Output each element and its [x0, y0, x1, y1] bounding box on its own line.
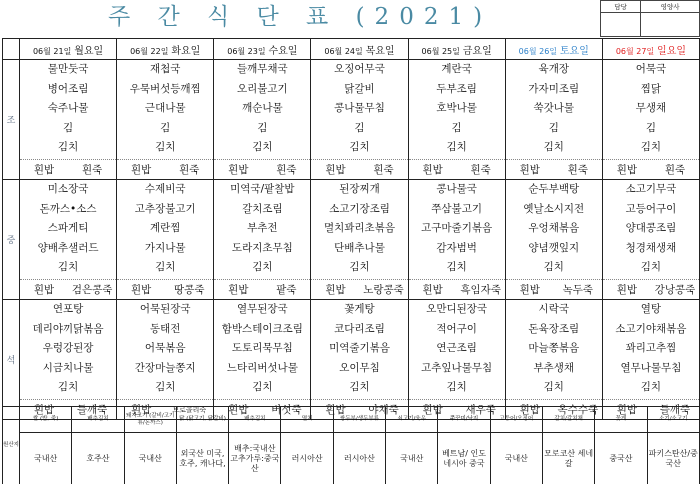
dish-item: 단배추나물: [334, 241, 385, 254]
dish-item: 적어구이: [436, 322, 477, 335]
dish-item: 김: [160, 121, 171, 134]
dish-item: 무생채: [635, 102, 667, 115]
porridge-item: 녹두죽: [562, 284, 594, 296]
rice-item: 흰밥: [33, 284, 55, 296]
day-header-sun: 06월 27일 일요일: [602, 39, 699, 60]
dish-item: 꽃게탕: [344, 303, 375, 315]
dish-item: 두부조림: [436, 82, 477, 95]
origin-value: 모로코산 세네갈: [542, 433, 594, 484]
origin-value: 외국산 미국,호주, 캐나다,: [176, 433, 228, 484]
dish-item: 꽈리고추찜: [625, 342, 677, 355]
dish-item: 고구마줄기볶음: [421, 222, 493, 235]
dish-item: 김치: [57, 141, 79, 154]
dish-item: 양념깻잎지: [528, 241, 580, 254]
menu-cell: [602, 300, 699, 420]
day-header-fri: 06월 25일 금요일: [408, 39, 505, 60]
dish-item: 어묵국: [635, 63, 667, 75]
dish-item: 김치: [640, 261, 662, 274]
meal-row-dinner: [3, 300, 700, 420]
menu-cell: [311, 180, 408, 300]
dish-item: 김치: [155, 381, 176, 394]
origin-value: 중국산: [595, 433, 647, 484]
menu-cell: [214, 60, 311, 180]
origin-value: 베트남/ 인도네시아 중국: [438, 433, 490, 484]
origin-values-row: [3, 433, 700, 484]
origin-item: 배추김치: [229, 407, 281, 433]
dish-item: 간장마늘쫑지: [134, 361, 196, 374]
rice-item: 흰밥: [33, 164, 55, 176]
rice-item: 흰밥: [519, 164, 540, 176]
rice-item: 흰밥: [422, 404, 443, 416]
menu-cell: [602, 60, 699, 180]
origin-item: 배추김치: [72, 407, 124, 433]
dish-item: 가지나물: [144, 241, 186, 254]
dish-item: 어묵된장국: [139, 303, 191, 315]
dish-item: 고등어구이: [625, 202, 677, 215]
porridge-item: 새우죽: [465, 404, 496, 416]
dish-item: 김치: [640, 141, 662, 154]
dish-item: 오징어무국: [334, 63, 385, 75]
dish-item: 김치: [155, 261, 176, 274]
approval-label-nutritionist: 영양사: [641, 1, 700, 13]
dish-item: 깨순나물: [242, 102, 283, 115]
corner-cell: [3, 39, 20, 60]
dish-item: 김: [354, 121, 365, 134]
origin-item: 멸치: [281, 407, 333, 433]
dish-item: 부추전: [247, 222, 278, 235]
dish-item: 김: [62, 121, 74, 134]
rice-item: 흰밥: [325, 164, 346, 176]
dish-item: 연근조림: [436, 342, 477, 355]
dish-item: 오이무침: [339, 361, 380, 374]
porridge-item: 팥죽: [276, 284, 297, 296]
day-header-wed: 06월 23일 수요일: [214, 39, 311, 60]
dish-item: 감자범벅: [436, 241, 477, 254]
porridge-item: 흰죽: [179, 164, 200, 176]
dish-item: 김치: [446, 261, 467, 274]
dish-item: 들깨무채국: [236, 63, 288, 75]
rice-item: 흰밥: [228, 284, 249, 296]
origin-item: 꽃게: [595, 407, 647, 433]
menu-table: [2, 38, 700, 420]
dish-item: 김치: [349, 261, 370, 274]
dish-item: 느타리버섯나물: [226, 361, 298, 374]
dish-item: 김: [548, 121, 559, 134]
dish-item: 코다리조림: [334, 322, 385, 335]
menu-cell: [117, 180, 214, 300]
menu-cell: [408, 180, 505, 300]
dish-item: 숙주나물: [47, 102, 89, 115]
meal-label: 조: [3, 60, 20, 180]
dish-item: 병어조림: [47, 82, 89, 95]
menu-cell: [20, 300, 117, 420]
menu-cell: [214, 300, 311, 420]
dish-item: 갈치조림: [242, 202, 283, 215]
dish-item: 콩나물무침: [334, 102, 385, 115]
dish-item: 양대콩조림: [625, 222, 677, 235]
dish-item: 우묵버섯등깨찜: [129, 82, 201, 95]
meal-label: 중: [3, 180, 20, 300]
menu-cell: [505, 300, 602, 420]
menu-cell: [117, 60, 214, 180]
dish-item: 옛날소시지전: [523, 202, 585, 215]
porridge-item: 야채죽: [368, 404, 399, 416]
porridge-item: 흰죽: [81, 164, 103, 176]
dish-item: 동태전: [149, 322, 181, 335]
dish-item: 멸치꽈리초볶음: [323, 222, 395, 235]
porridge-item: 흰죽: [276, 164, 297, 176]
dish-item: 시금치나물: [42, 361, 94, 374]
dish-item: 김치: [640, 381, 662, 394]
origin-item: 소기/소고기: [647, 407, 699, 433]
day-header-tue: 06월 22일 화요일: [117, 39, 214, 60]
menu-cell: [311, 300, 408, 420]
dish-item: 양배추샐러드: [37, 241, 99, 254]
dish-item: 열탕: [640, 303, 662, 315]
porridge-item: 노랑콩죽: [363, 284, 404, 296]
menu-cell: [408, 60, 505, 180]
rice-item: 흰밥: [228, 164, 249, 176]
rice-item: 흰밥: [616, 164, 638, 176]
porridge-item: 버섯죽: [271, 404, 302, 416]
dish-item: 수제비국: [144, 183, 186, 195]
rice-item: 흰밥: [422, 284, 443, 296]
dish-item: 쭈삼불고기: [431, 202, 482, 215]
dish-item: 김치: [543, 261, 564, 274]
origin-value: 배추:국내산 고추가루:중국산: [229, 433, 281, 484]
porridge-item: 흰죽: [470, 164, 491, 176]
dish-item: 김치: [252, 261, 273, 274]
dish-item: 김치: [57, 261, 79, 274]
dish-item: 함박스테이크조림: [221, 322, 303, 335]
day-header-sat: 06월 26일 토요일: [505, 39, 602, 60]
rice-item: 흰밥: [228, 404, 249, 416]
day-header-thu: 06월 24일 목요일: [311, 39, 408, 60]
origin-items-row: [3, 407, 700, 433]
dish-item: 김치: [349, 141, 370, 154]
porridge-item: 검은콩죽: [71, 284, 113, 296]
origin-value: 국내산: [490, 433, 542, 484]
dish-item: 시락국: [538, 303, 569, 315]
dish-item: 우엉채볶음: [528, 222, 580, 235]
dish-item: 김치: [252, 381, 273, 394]
porridge-item: 흰죽: [373, 164, 394, 176]
dish-item: 소고기야채볶음: [615, 322, 687, 335]
dish-item: 열무된장국: [236, 303, 288, 315]
dish-item: 미역국/팥찰밥: [230, 183, 295, 195]
meal-row-lunch: [3, 180, 700, 300]
dish-item: 어묵볶음: [144, 342, 186, 355]
menu-cell: [505, 60, 602, 180]
origin-value: 러시아산: [281, 433, 333, 484]
rice-item: 흰밥: [325, 404, 346, 416]
dish-item: 김치: [446, 141, 467, 154]
dish-item: 호박나물: [436, 102, 477, 115]
meal-row-breakfast: [3, 60, 700, 180]
meal-label: 석: [3, 300, 20, 420]
dish-item: 물만둣국: [47, 63, 89, 75]
menu-cell: [214, 180, 311, 300]
rice-item: 흰밥: [131, 164, 152, 176]
origin-table: [2, 406, 700, 484]
dish-item: 근대나물: [144, 102, 186, 115]
dish-item: 미역줄기볶음: [329, 342, 390, 355]
rice-item: 흰밥: [422, 164, 443, 176]
dish-item: 김치: [543, 381, 564, 394]
dish-item: 연포탕: [52, 303, 84, 315]
dish-item: 고추장불고기: [134, 202, 196, 215]
dish-item: 김: [645, 121, 656, 134]
dish-item: 계란국: [441, 63, 472, 75]
menu-cell: [20, 60, 117, 180]
origin-value: 국내산: [386, 433, 438, 484]
porridge-item: 브로콜리죽: [172, 406, 207, 414]
porridge-item: 땅콩죽: [174, 284, 205, 296]
dish-item: 도토리묵무침: [231, 342, 293, 355]
menu-cell: [311, 60, 408, 180]
dish-item: 육개장: [538, 63, 569, 75]
dish-item: 데리야끼닭볶음: [32, 322, 104, 335]
dish-item: 김: [451, 121, 462, 134]
origin-item: 쭈꾸미/낙지: [438, 407, 490, 433]
origin-item: 쌍두부/생두부류: [333, 407, 385, 433]
porridge-item: 들깨죽: [659, 404, 691, 416]
dish-item: 마늘쫑볶음: [528, 342, 580, 355]
dish-item: 소고기장조림: [329, 202, 390, 215]
dish-item: 찜닭: [640, 82, 662, 95]
dish-item: 닭갈비: [344, 82, 375, 95]
origin-item: 갈치/갈치채: [542, 407, 594, 433]
dish-item: 김치: [57, 381, 79, 394]
approval-sign-nutritionist: [641, 13, 700, 37]
dish-item: 오리불고기: [236, 82, 288, 95]
day-header-mon: 06월 21일 월요일: [20, 39, 117, 60]
dish-item: 김치: [543, 141, 564, 154]
dish-item: 김치: [349, 381, 370, 394]
approval-box: [600, 0, 700, 37]
dish-item: 소고기무국: [625, 183, 677, 195]
dish-item: 청경채생채: [625, 241, 677, 254]
dish-item: 부추생채: [533, 361, 575, 374]
origin-item: 고등어/오징어: [490, 407, 542, 433]
day-header-row: [3, 39, 700, 60]
dish-item: 우렁강된장: [42, 342, 94, 355]
approval-sign-manager: [601, 13, 641, 37]
porridge-item: 흑임자죽: [460, 284, 501, 296]
dish-item: 미소장국: [47, 183, 89, 195]
dish-item: 돈육장조림: [528, 322, 580, 335]
dish-item: 김치: [252, 141, 273, 154]
origin-value: 국내산: [124, 433, 176, 484]
rice-item: 흰밥: [616, 404, 638, 416]
rice-item: 흰밥: [519, 404, 540, 416]
page-title: 주 간 식 단 표 (2021): [107, 4, 493, 30]
porridge-item: 흰죽: [567, 164, 588, 176]
dish-item: 돈까스•소스: [39, 202, 97, 215]
origin-item: 닭 (닭고기, 닭갈비): [176, 407, 228, 433]
approval-label-manager: 담당: [601, 1, 641, 13]
dish-item: 열무나물무침: [620, 361, 682, 374]
origin-value: 러시아산: [333, 433, 385, 484]
porridge-item: 옥수수죽: [557, 404, 599, 416]
porridge-item: 강낭콩죽: [654, 284, 696, 296]
origin-item: 쇠고기/육우: [386, 407, 438, 433]
dish-item: 오만디된장국: [426, 303, 488, 315]
menu-cell: [408, 300, 505, 420]
dish-item: 콩나물국: [436, 183, 477, 195]
menu-cell: [602, 180, 699, 300]
dish-item: 재첩국: [149, 63, 181, 75]
origin-value: 파키스탄산/중국산: [647, 433, 699, 484]
dish-item: 도라지초무침: [231, 241, 293, 254]
dish-item: 김치: [446, 381, 467, 394]
rice-item: 흰밥: [519, 284, 540, 296]
rice-item: 흰밥: [616, 284, 638, 296]
origin-label: 원산지: [3, 407, 20, 484]
dish-item: 쑥갓나물: [533, 102, 575, 115]
origin-item: 쌀 (밥, 죽): [20, 407, 72, 433]
menu-cell: [117, 300, 214, 420]
rice-item: 흰밥: [131, 404, 152, 416]
origin-value: 국내산: [20, 433, 72, 484]
dish-item: 김치: [155, 141, 176, 154]
rice-item: 흰밥: [325, 284, 346, 296]
dish-item: 가자미조림: [528, 82, 580, 95]
porridge-item: 흰죽: [664, 164, 686, 176]
origin-item: 돼지고기 (갈비/고기류/돈까스): [124, 407, 176, 433]
menu-cell: [505, 180, 602, 300]
dish-item: 고추잎나물무침: [421, 361, 493, 374]
dish-item: 스파게티: [47, 222, 89, 235]
dish-item: 순두부백탕: [528, 183, 580, 195]
menu-cell: [20, 180, 117, 300]
dish-item: 계란찜: [149, 222, 181, 235]
origin-value: 호주산: [72, 433, 124, 484]
dish-item: 된장찌개: [339, 183, 380, 195]
porridge-item: 들깨죽: [76, 404, 108, 416]
dish-item: 김: [257, 121, 268, 134]
rice-item: 흰밥: [131, 284, 152, 296]
rice-item: 흰밥: [33, 404, 55, 416]
